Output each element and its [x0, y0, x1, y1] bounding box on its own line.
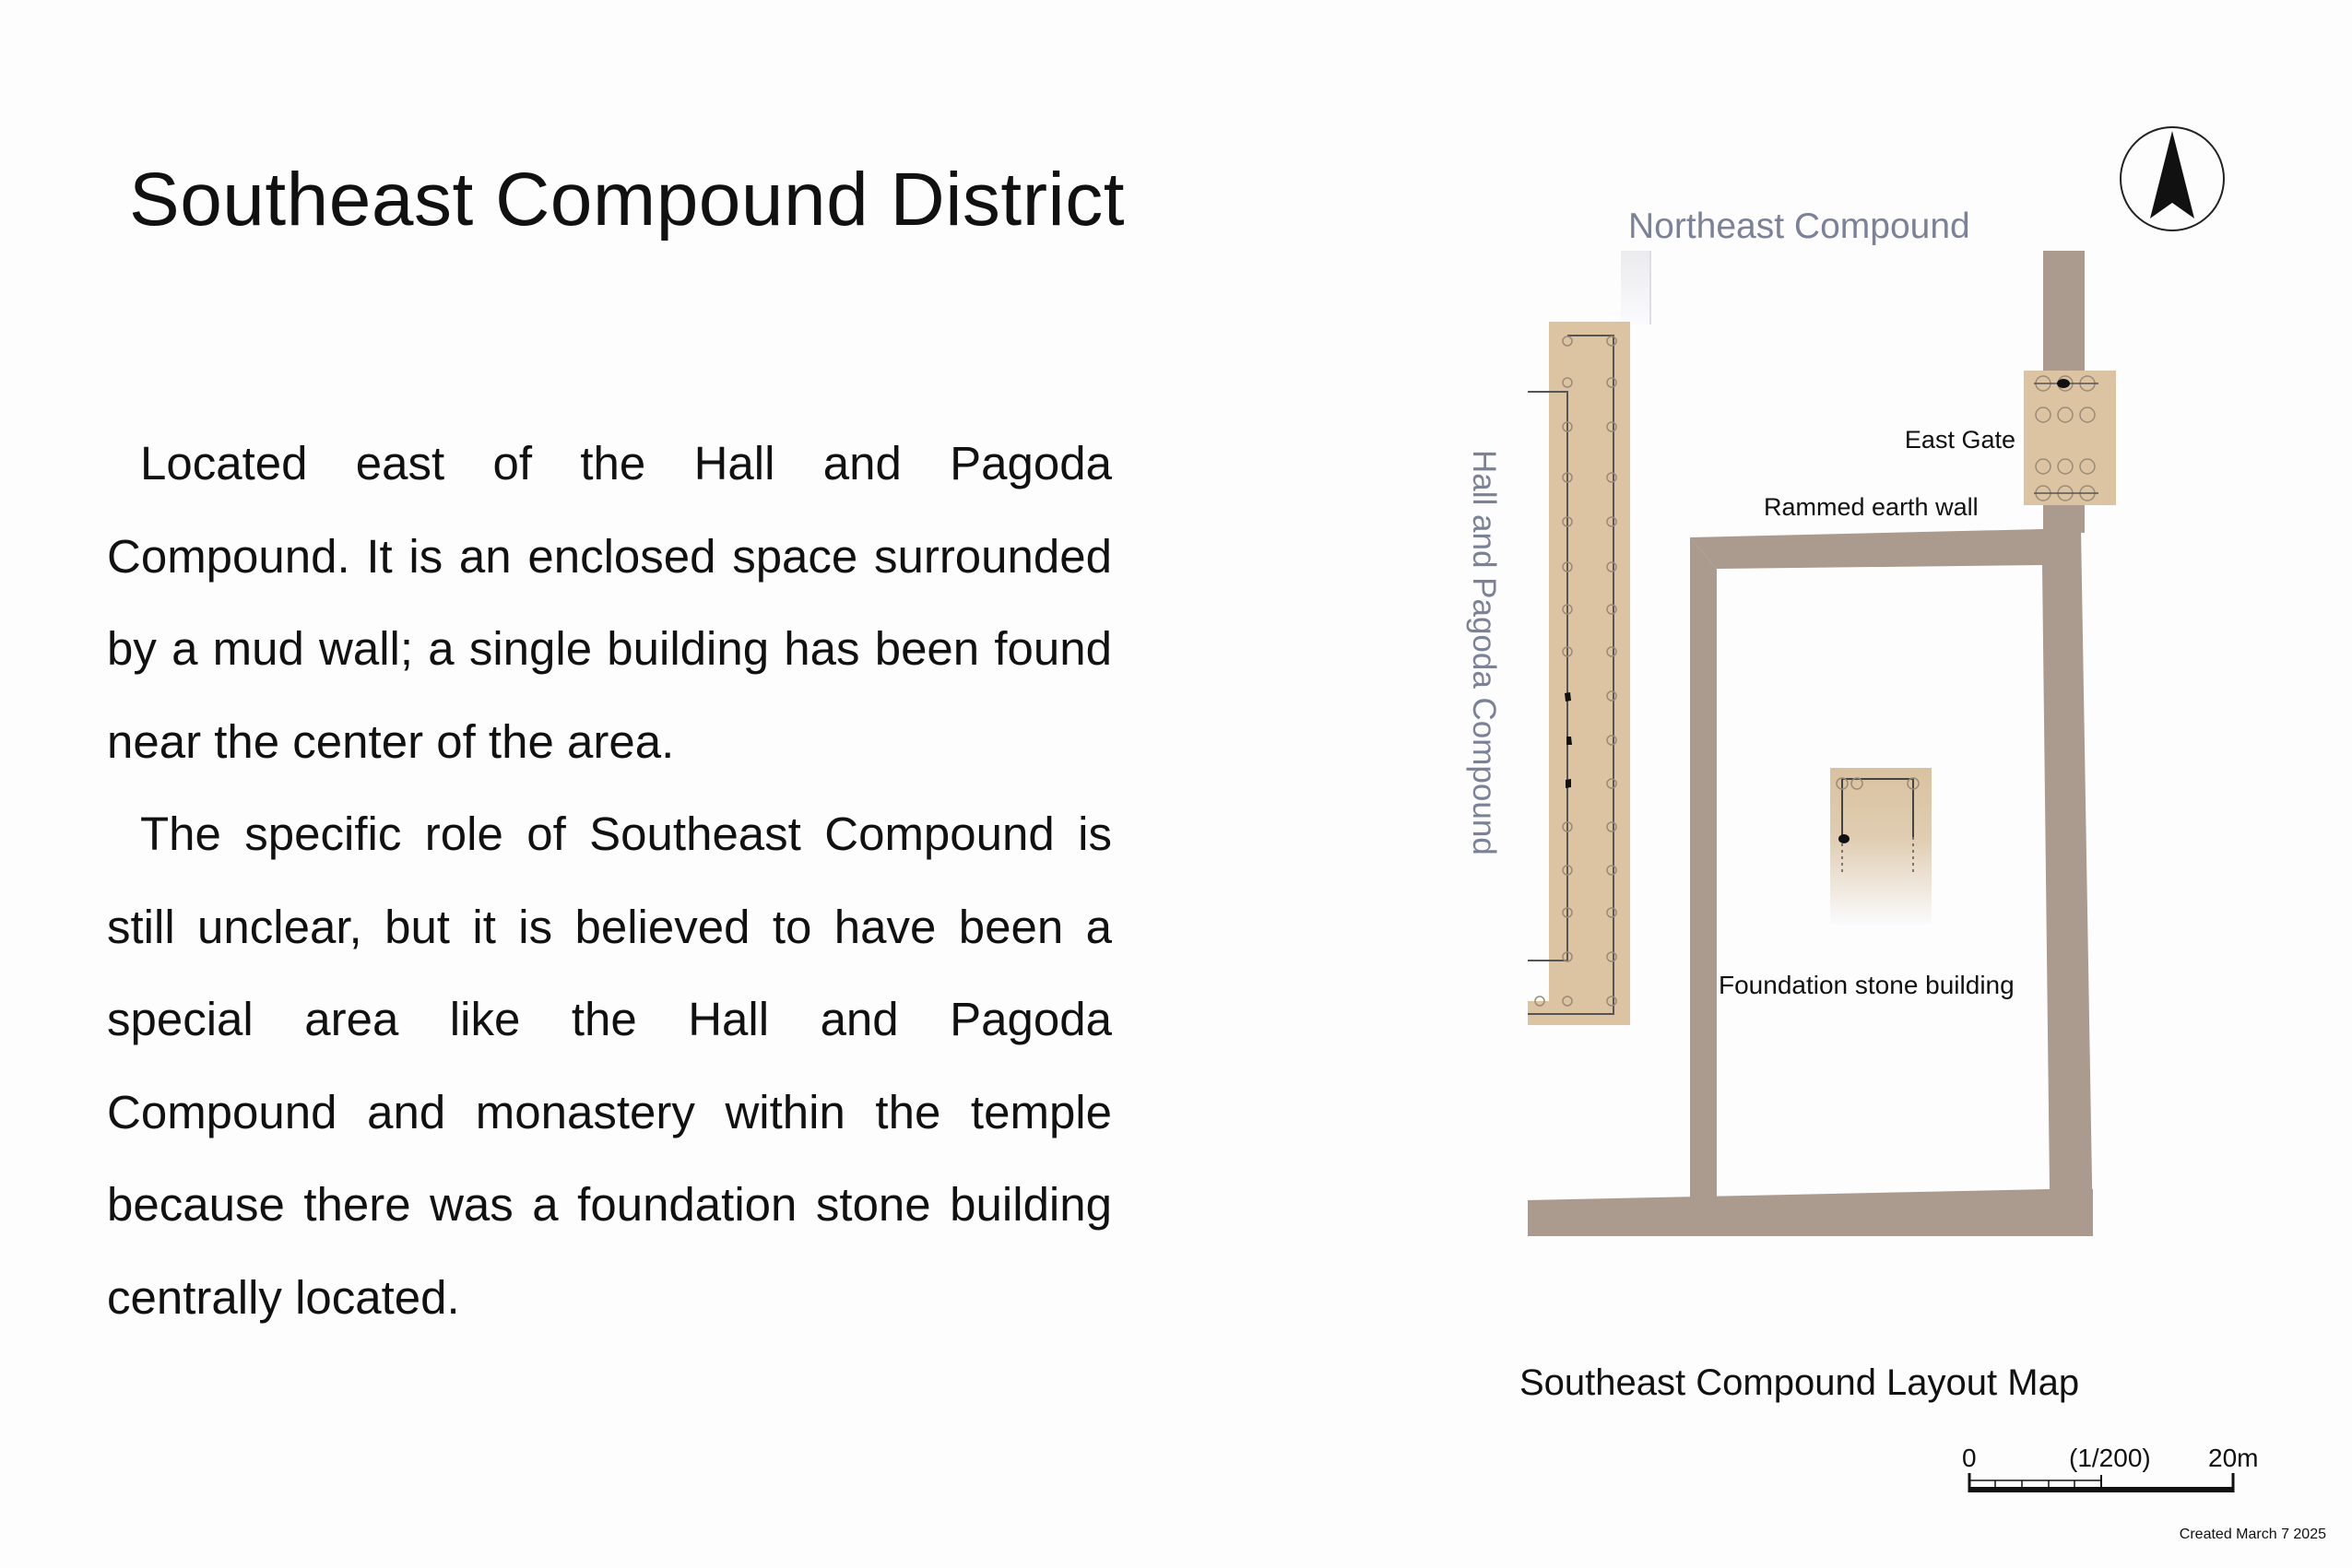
north-arrow-icon [2121, 127, 2224, 230]
label-foundation-stone-building: Foundation stone building [1719, 971, 2015, 999]
label-northeast-compound: Northeast Compound [1628, 206, 1970, 246]
scale-label-ratio: (1/200) [2069, 1444, 2151, 1472]
scale-label-end: 20m [2208, 1444, 2259, 1472]
scale-label-start: 0 [1962, 1444, 1977, 1472]
northeast-compound-remnant [1621, 251, 1650, 324]
label-hall-pagoda-compound: Hall and Pagoda Compound [1466, 450, 1502, 855]
scale-bar [1969, 1473, 2233, 1492]
created-date: Created March 7 2025 [2179, 1527, 2326, 1542]
description-paragraph-2: The specific role of Southeast Compound is still unclear, but it is believed to have been a special area like the Hall and Pagoda Compound and monastery within the temple because there was a foundation stone building centrally located. [107, 808, 1112, 1324]
map-caption: Southeast Compound Layout Map [1519, 1362, 2080, 1403]
description-paragraph-1: Located east of the Hall and Pagoda Compound. It is an enclosed space surrounded by a mud wall; a single building has been found near the center of the area. [107, 437, 1112, 768]
label-east-gate: East Gate [1904, 426, 2015, 454]
page-title: Southeast Compound District [129, 158, 1126, 242]
hall-pagoda-compound-area [1528, 322, 1630, 1025]
label-rammed-earth-wall: Rammed earth wall [1764, 493, 1979, 521]
foundation-stone-building [1830, 768, 1932, 925]
east-gate-structure [2024, 251, 2116, 533]
